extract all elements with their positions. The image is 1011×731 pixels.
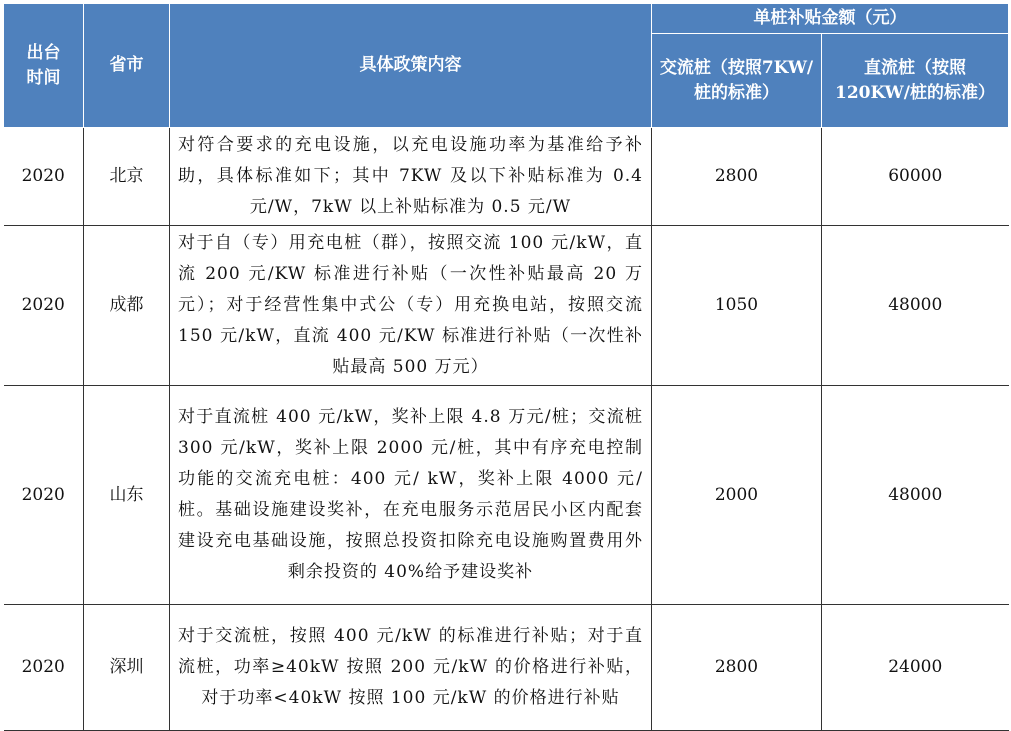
header-row-top <box>4 4 1009 34</box>
header-date <box>4 4 84 128</box>
header-city: 省市 <box>84 4 170 128</box>
cell-year: 2020 <box>4 386 84 605</box>
cell-year: 2020 <box>4 226 84 386</box>
cell-dc-amount: 24000 <box>822 605 1009 731</box>
cell-city: 成都 <box>84 226 170 386</box>
cell-city: 深圳 <box>84 605 170 731</box>
cell-year: 2020 <box>4 128 84 226</box>
table-row <box>4 226 1009 386</box>
cell-ac-amount: 2000 <box>652 386 822 605</box>
cell-ac-amount: 1050 <box>652 226 822 386</box>
cell-policy-content: 对于直流桩 400 元/kW，奖补上限 4.8 万元/桩；交流桩 300 元/kW，奖补上限 2000 元/桩，其中有序充电控制功能的交流充电桩：400 元/ kW，奖补上限 4000 元/桩。基础设施建设奖补，在充电服务示范居民小区内配套建设充电基础设施，按照总投资扣除充电设施购置费用外剩余投资的 40%给予建设奖补 <box>170 386 652 605</box>
cell-ac-amount: 2800 <box>652 605 822 731</box>
cell-policy-content: 对于交流桩，按照 400 元/kW 的标准进行补贴；对于直流桩，功率≥40kW 按照 200 元/kW 的价格进行补贴，对于功率<40kW 按照 100 元/kW 的价格进行补贴 <box>170 605 652 731</box>
cell-ac-amount: 2800 <box>652 128 822 226</box>
table-body <box>4 128 1009 731</box>
header-content: 具体政策内容 <box>170 4 652 128</box>
cell-city: 北京 <box>84 128 170 226</box>
header-date-line-2: 时间 <box>26 67 61 88</box>
table-header <box>4 4 1009 128</box>
header-ac-pile: 交流桩（按照7KW/桩的标准） <box>652 34 822 128</box>
cell-year: 2020 <box>4 605 84 731</box>
header-date-line-1: 出台 <box>26 42 61 63</box>
cell-policy-content: 对于自（专）用充电桩（群），按照交流 100 元/kW，直流 200 元/KW 标准进行补贴（一次性补贴最高 20 万元）；对于经营性集中式公（专）用充换电站，按照交流 150 元/kW，直流 400 元/KW 标准进行补贴（一次性补贴最高 500 万元） <box>170 226 652 386</box>
cell-dc-amount: 48000 <box>822 386 1009 605</box>
cell-dc-amount: 48000 <box>822 226 1009 386</box>
subsidy-policy-table <box>3 3 1009 731</box>
table-row <box>4 128 1009 226</box>
cell-city: 山东 <box>84 386 170 605</box>
table-row <box>4 386 1009 605</box>
cell-policy-content: 对符合要求的充电设施，以充电设施功率为基准给予补助，具体标准如下；其中 7KW 及以下补贴标准为 0.4 元/W，7kW 以上补贴标准为 0.5 元/W <box>170 128 652 226</box>
header-dc-pile: 直流桩（按照120KW/桩的标准） <box>822 34 1009 128</box>
cell-dc-amount: 60000 <box>822 128 1009 226</box>
header-amount-group: 单桩补贴金额（元） <box>652 4 1009 34</box>
table-row <box>4 605 1009 731</box>
